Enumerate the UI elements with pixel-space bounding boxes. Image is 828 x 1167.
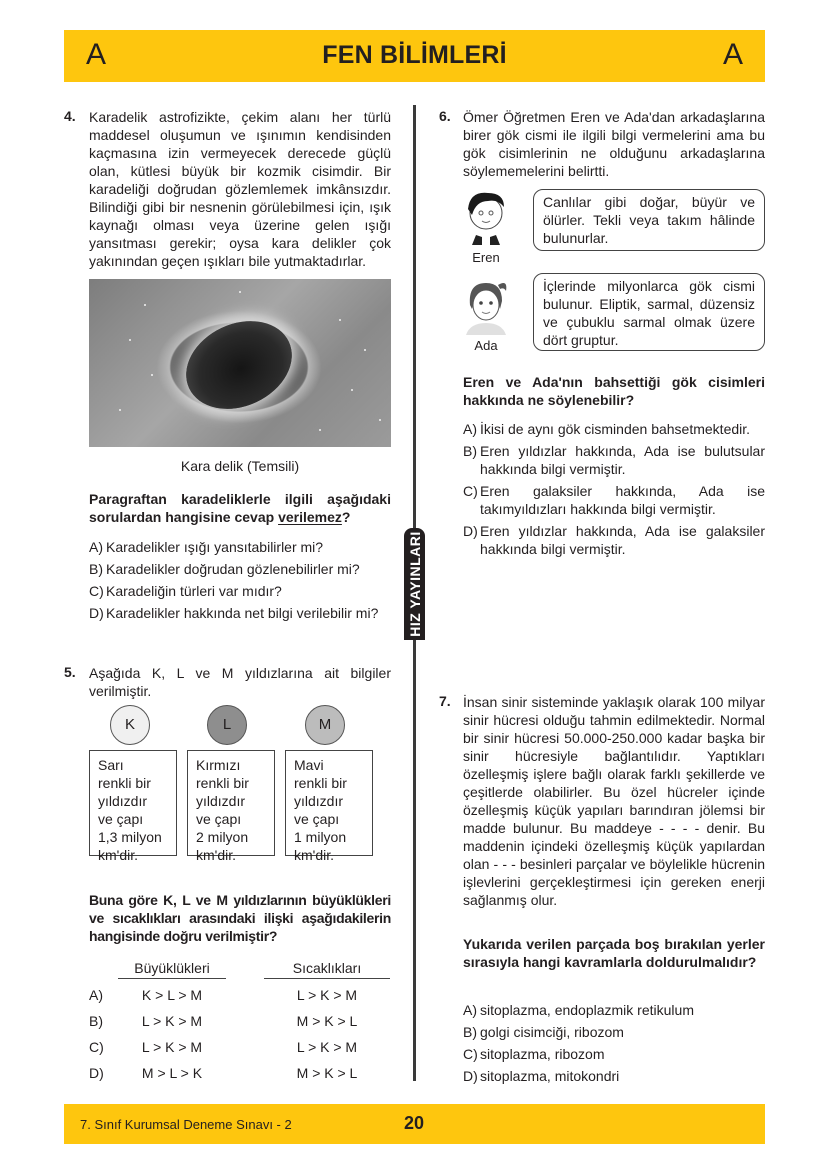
- star-l-circle: L: [207, 705, 247, 745]
- option-b[interactable]: B) golgi cisimciği, ribozom: [463, 1024, 624, 1040]
- question-passage: İnsan sinir sisteminde yaklaşık olarak 100 milyar sinir hücresi olduğu tahmin edilmektedir. Normal bir sinir hücresi 50.000-250.000 kadar başka bir sinir hücresiyle bağlantılıdır. Yaptıkları özelleşmiş işlere bağlı olarak farklı şekillerde ve çeşitlerde olabilirler. Bu özel hücreler içinde özelleşmiş küçük yapıları barındıran jölemsi bir madde bulunur. Bu maddeye - - - - denir. Bu maddenin içindeki özelleşmiş küçük yapılardan olan - - - besinleri parçalar ve böylelikle hücrenin işlevlerini gerçekleştirmesi için gereken enerji sağlanmış olur.: [463, 694, 765, 908]
- question-stem: Yukarıda verilen parçada boş bırakılan yerler sırasıyla hangi kavramlarla doldurulmalıdır?: [463, 936, 765, 970]
- option-c[interactable]: C) Karadeliğin türleri var mıdır?: [89, 583, 282, 599]
- eren-speech-bubble: Canlılar gibi doğar, büyür ve ölürler. Tekli veya takım hâlinde bulunurlar.: [533, 189, 765, 251]
- page-header: [64, 30, 765, 82]
- col-header-temp: Sıcaklıkları: [264, 960, 390, 979]
- option-d[interactable]: D) sitoplazma, mitokondri: [463, 1068, 620, 1084]
- image-caption: Kara delik (Temsili): [180, 458, 300, 474]
- question-number: 7.: [439, 693, 451, 709]
- question-passage: Aşağıda K, L ve M yıldızlarına ait bilgiler verilmiştir.: [89, 665, 391, 699]
- star-k-circle: K: [110, 705, 150, 745]
- star-m-info: Mavi renkli bir yıldızdır ve çapı 1 milyon km'dir.: [285, 750, 373, 856]
- option-d[interactable]: D) Karadelikler hakkında net bilgi verilebilir mi?: [89, 605, 379, 621]
- ada-character: Ada: [460, 275, 512, 353]
- subject-title: FEN BİLİMLERİ: [322, 41, 507, 69]
- col-header-size: Büyüklükleri: [118, 960, 226, 979]
- question-passage: Karadelik astrofizikte, çekim alanı her türlü maddesel oluşumun ve ışınımın kendisinden kaçmasına izin vermeyecek derecede güçlü olan, kütlesi büyük bir kozmik cisimdir. Bir karadeliği doğrudan gözlemlemek imkânsızdır. Bilindiği gibi bir nesnenin görülebilmesi için, ışık kaynağı olması veya üzerine gelen ışığı yansıtması gerekir; oysa kara delikler çok yakınından geçen ışıkları bile yutmaktadırlar.: [89, 109, 391, 269]
- question-passage: Ömer Öğretmen Eren ve Ada'dan arkadaşlarına birer gök cismi ile ilgili bilgi vermelerini ama bu gök cisimlerinin ne olduğunu arkadaşlarına söylememelerini belirtti.: [463, 109, 765, 179]
- answer-options: [463, 420, 765, 562]
- page-number: 20: [404, 1113, 425, 1133]
- question-number: 5.: [64, 664, 76, 680]
- option-a[interactable]: A) sitoplazma, endoplazmik retikulum: [463, 1002, 694, 1018]
- question-stem: Eren ve Ada'nın bahsettiği gök cisimleri hakkında ne söylenebilir?: [463, 374, 765, 408]
- question-number: 6.: [439, 108, 451, 124]
- option-a[interactable]: A) İkisi de aynı gök cisminden bahsetmektedir.: [463, 421, 751, 437]
- option-b[interactable]: B) Karadelikler doğrudan gözlenebilirler mi?: [89, 561, 360, 577]
- option-b[interactable]: B) Eren yıldızlar hakkında, Ada ise bulutsular hakkında bilgi vermiştir.: [463, 443, 765, 477]
- option-d[interactable]: D) Eren yıldızlar hakkında, Ada ise galaksiler hakkında bilgi vermiştir.: [463, 523, 765, 557]
- booklet-letter-right: A: [722, 38, 743, 71]
- booklet-letter-left: A: [86, 38, 107, 71]
- answer-options: [463, 1001, 765, 1089]
- option-c[interactable]: C) Eren galaksiler hakkında, Ada ise takımyıldızları hakkında bilgi vermiştir.: [463, 483, 765, 517]
- exam-name: 7. Sınıf Kurumsal Deneme Sınavı - 2: [80, 1117, 292, 1132]
- black-hole-core: [172, 305, 306, 426]
- publisher-brand: HIZ YAYINLARI: [404, 528, 425, 640]
- question-stem: Paragraftan karadeliklerle ilgili aşağıdaki sorulardan hangisine cevap verilemez?: [89, 491, 391, 525]
- question-number: 4.: [64, 108, 76, 124]
- question-stem: Buna göre K, L ve M yıldızlarının büyüklükleri ve sıcaklıkları arasındaki ilişki aşağıdakilerin hangisinde doğru verilmiştir?: [89, 892, 391, 944]
- black-hole-image: [89, 279, 391, 447]
- star-m-circle: M: [305, 705, 345, 745]
- star-l-info: Kırmızı renkli bir yıldızdır ve çapı 2 milyon km'dir.: [187, 750, 275, 856]
- star-k-info: Sarı renkli bir yıldızdır ve çapı 1,3 milyon km'dir.: [89, 750, 177, 856]
- girl-avatar-icon: [460, 275, 512, 335]
- page-footer: [64, 1104, 765, 1144]
- ada-speech-bubble: İçlerinde milyonlarca gök cismi bulunur. Eliptik, sarmal, düzensiz ve çubuklu sarmal olmak üzere dört gruptur.: [533, 273, 765, 351]
- answer-options: [89, 538, 391, 626]
- eren-character: Eren: [460, 187, 512, 265]
- boy-avatar-icon: [460, 187, 512, 247]
- option-c[interactable]: C) sitoplazma, ribozom: [463, 1046, 605, 1062]
- option-a[interactable]: A) Karadelikler ışığı yansıtabilirler mi?: [89, 539, 324, 555]
